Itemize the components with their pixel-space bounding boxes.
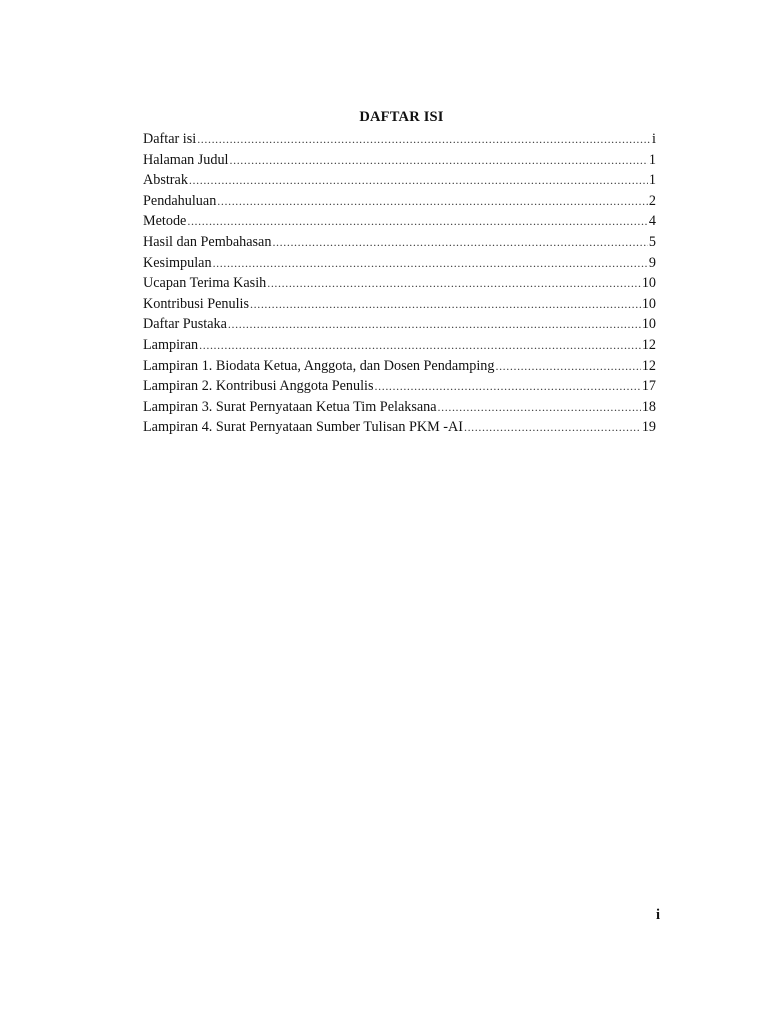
dot-leader — [213, 253, 648, 274]
dot-leader — [228, 314, 641, 335]
toc-entry-label: Lampiran — [143, 336, 199, 353]
toc-entry-page: 4 — [648, 213, 656, 230]
toc-entry-page: 10 — [641, 295, 656, 312]
table-of-contents — [143, 129, 656, 438]
toc-entry — [143, 273, 656, 294]
dot-leader — [217, 191, 648, 212]
dot-leader — [187, 211, 648, 232]
toc-entry — [143, 129, 656, 150]
toc-entry-page: 12 — [641, 357, 656, 374]
toc-entry — [143, 253, 656, 274]
toc-entry-label: Daftar isi — [143, 131, 197, 147]
toc-entry — [143, 356, 656, 377]
toc-entry-label: Ucapan Terima Kasih — [143, 275, 267, 292]
toc-entry — [143, 335, 656, 356]
dot-leader — [272, 232, 647, 253]
toc-entry-page: 1 — [648, 172, 656, 189]
toc-entry-label: Lampiran 2. Kontribusi Anggota Penulis — [143, 378, 374, 395]
toc-entry-page: 10 — [641, 275, 656, 292]
dot-leader — [230, 150, 648, 171]
dot-leader — [438, 397, 641, 418]
toc-entry — [143, 211, 656, 232]
toc-entry-label: Pendahuluan — [143, 192, 217, 209]
dot-leader — [267, 273, 641, 294]
dot-leader — [199, 335, 641, 356]
toc-entry — [143, 232, 656, 253]
toc-entry-page: 19 — [641, 419, 656, 436]
toc-entry-label: Lampiran 3. Surat Pernyataan Ketua Tim Pelaksana — [143, 398, 437, 415]
toc-entry — [143, 314, 656, 335]
toc-entry — [143, 191, 656, 212]
toc-entry-label: Halaman Judul — [143, 151, 229, 168]
dot-leader — [250, 294, 641, 315]
toc-entry-label: Abstrak — [143, 172, 188, 189]
toc-entry-page: 1 — [648, 151, 656, 168]
dot-leader — [495, 356, 640, 377]
toc-entry-page: 5 — [648, 233, 656, 250]
toc-entry — [143, 294, 656, 315]
toc-entry-label: Lampiran 1. Biodata Ketua, Anggota, dan Dosen Pendamping — [143, 357, 495, 374]
toc-entry-page: 12 — [641, 336, 656, 353]
toc-entry-label: Metode — [143, 213, 187, 230]
toc-entry — [143, 170, 656, 191]
toc-entry — [143, 417, 656, 438]
footer-page-number: i — [656, 907, 661, 923]
toc-entry-page: 18 — [641, 398, 656, 415]
dot-leader — [189, 170, 648, 191]
toc-entry — [143, 376, 656, 397]
toc-entry-label: Kontribusi Penulis — [143, 295, 250, 312]
dot-leader — [197, 129, 651, 150]
toc-entry-page: 9 — [648, 254, 656, 271]
toc-entry-label: Hasil dan Pembahasan — [143, 233, 272, 250]
toc-entry-label: Lampiran 4. Surat Pernyataan Sumber Tulisan PKM -AI — [143, 419, 463, 436]
toc-entry-page: 2 — [648, 192, 656, 209]
dot-leader — [375, 376, 641, 397]
toc-entry-page: i — [652, 131, 656, 147]
page-title: DAFTAR ISI — [359, 109, 444, 125]
dot-leader — [464, 417, 641, 438]
toc-entry — [143, 150, 656, 171]
toc-entry-label: Kesimpulan — [143, 254, 212, 271]
toc-entry-page: 10 — [641, 316, 656, 333]
toc-entry-label: Daftar Pustaka — [143, 316, 227, 333]
toc-entry-page: 17 — [641, 378, 656, 395]
toc-entry — [143, 397, 656, 418]
